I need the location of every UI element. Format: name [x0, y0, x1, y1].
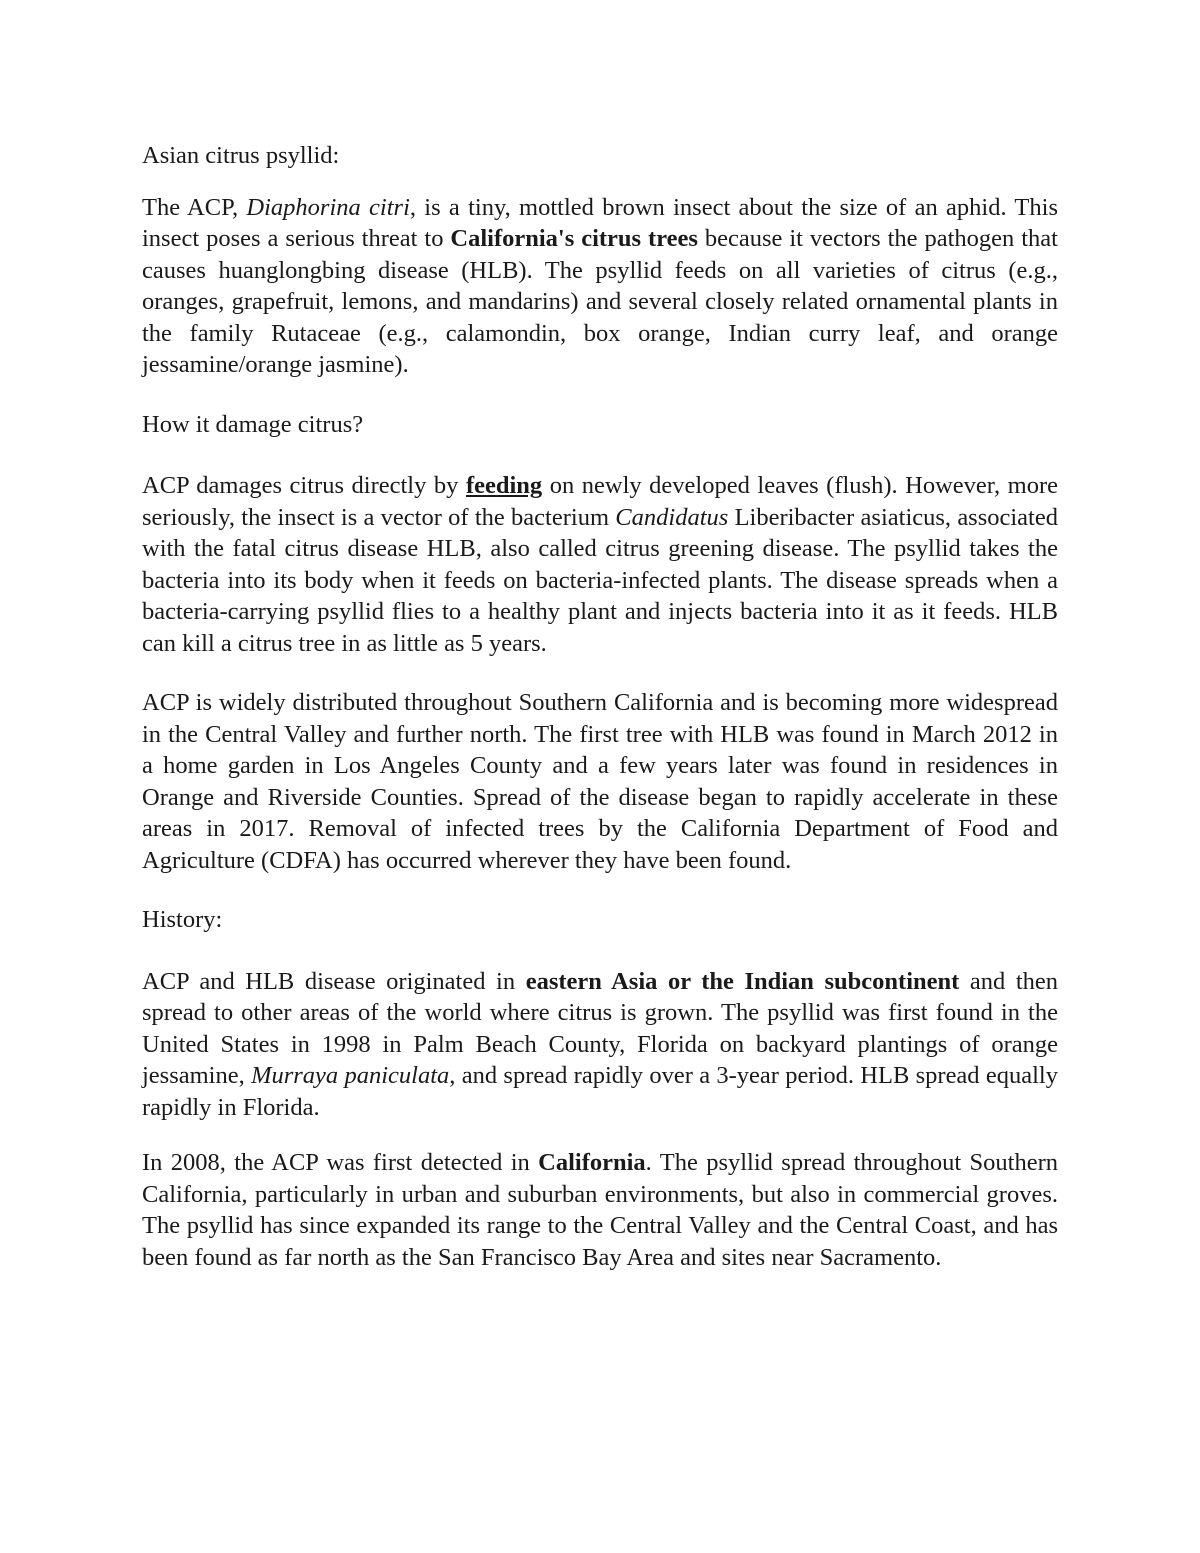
bold-phrase: California's citrus trees: [450, 225, 698, 252]
text-run: on newly developed leaves (flush). However, more seriously, the insect is a vector of the bacterium: [142, 472, 1058, 531]
text-run: ACP damages citrus directly by: [142, 472, 466, 499]
feeding-link[interactable]: feeding: [465, 472, 543, 499]
paragraph-damage: [142, 470, 1058, 659]
paragraph-acp-description: [142, 192, 1058, 381]
text-run: Liberibacter asiaticus, associated with the fatal citrus disease HLB, also called citrus greening disease. The psyllid takes the bacteria into its body when it feeds on bacteria-infected plants. The disease spreads when a bacteria-carrying psyllid flies to a healthy plant and injects bacteria into it as it feeds. HLB can kill a citrus tree in as little as 5 years.: [142, 503, 1058, 657]
paragraph-distribution: ACP is widely distributed throughout Southern California and is becoming more widespread in the Central Valley and further north. The first tree with HLB was found in March 2012 in a home garden in Los Angeles County and a few years later was found in residences in Orange and Riverside Counties. Spread of the disease began to rapidly accelerate in these areas in 2017. Removal of infected trees by the California Department of Food and Agriculture (CDFA) has occurred wherever they have been found.: [142, 689, 1058, 874]
scientific-name: Diaphorina citri: [246, 193, 410, 221]
bold-phrase: California: [538, 1149, 646, 1176]
scientific-name: Murraya paniculata: [251, 1062, 450, 1089]
text-run: . The psyllid spread throughout Southern California, particularly in urban and suburban environments, but also in commercial groves. The psyllid has since expanded its range to the Central Valley and the Central Coast, and has been found as far north as the San Francisco Bay Area and sites near Sacramento.: [142, 1149, 1058, 1271]
text-run: because it vectors the pathogen that causes huanglongbing disease (HLB). The psyllid feeds on all varieties of citrus (e.g., oranges, grapefruit, lemons, and mandarins) and several closely related ornamental plants in the family Rutaceae (e.g., calamondin, box orange, Indian curry leaf, and orange jessamine/orange jasmine).: [142, 225, 1058, 378]
document-body: [142, 140, 1058, 1301]
heading-how-it-damages: How it damage citrus?: [142, 410, 364, 438]
text-run: and then spread to other areas of the world where citrus is grown. The psyllid was first found in the United States in 1998 in Palm Beach County, Florida on backyard plantings of orange jessamine,: [142, 967, 1058, 1089]
text-run: The ACP,: [142, 193, 247, 221]
text-run: , is a tiny, mottled brown insect about the size of an aphid. This insect poses a serious threat to: [142, 193, 1058, 252]
heading-history: History:: [142, 906, 223, 933]
paragraph-california-detection: [142, 1147, 1058, 1273]
bold-phrase: eastern Asia or the Indian subcontinent: [525, 967, 960, 995]
italic-term: Candidatus: [615, 503, 729, 531]
paragraph-history-origin: [142, 966, 1058, 1124]
text-run: In 2008, the ACP was first detected in: [142, 1149, 539, 1176]
text-run: , and spread rapidly over a 3-year period. HLB spread equally rapidly in Florida.: [142, 1062, 1058, 1121]
text-run: ACP and HLB disease originated in: [142, 967, 526, 995]
heading-asian-citrus-psyllid: Asian citrus psyllid:: [142, 142, 340, 169]
